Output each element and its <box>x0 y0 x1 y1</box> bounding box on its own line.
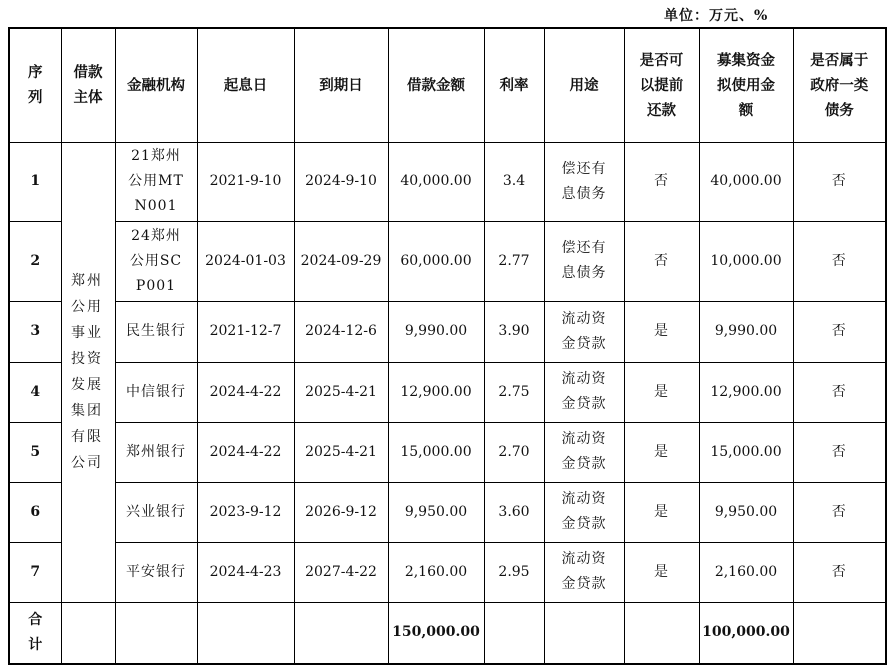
cell-purpose: 流动资金贷款 <box>544 362 624 422</box>
cell-government-debt: 否 <box>793 221 886 301</box>
total-empty-cell <box>624 602 699 664</box>
cell-raised-use: 9,990.00 <box>699 301 793 362</box>
cell-end-date: 2024-9-10 <box>294 142 388 221</box>
cell-seq: 5 <box>9 422 61 482</box>
cell-rate: 2.77 <box>484 221 544 301</box>
cell-rate: 2.75 <box>484 362 544 422</box>
cell-purpose: 流动资金贷款 <box>544 542 624 602</box>
cell-seq: 4 <box>9 362 61 422</box>
table-row <box>9 422 886 482</box>
col-prepay: 是否可以提前还款 <box>624 28 699 142</box>
cell-purpose: 偿还有息债务 <box>544 142 624 221</box>
total-row <box>9 602 886 664</box>
col-purpose: 用途 <box>544 28 624 142</box>
cell-institution: 平安银行 <box>115 542 197 602</box>
cell-purpose: 流动资金贷款 <box>544 422 624 482</box>
total-raised-use: 100,000.00 <box>699 602 793 664</box>
cell-institution: 兴业银行 <box>115 482 197 542</box>
cell-institution: 中信银行 <box>115 362 197 422</box>
cell-start-date: 2024-4-22 <box>197 422 294 482</box>
cell-seq: 2 <box>9 221 61 301</box>
cell-government-debt: 否 <box>793 482 886 542</box>
cell-prepay: 是 <box>624 301 699 362</box>
col-start-date: 起息日 <box>197 28 294 142</box>
table-row <box>9 482 886 542</box>
cell-institution: 郑州银行 <box>115 422 197 482</box>
cell-borrower: 郑州公用事业投资发展集团有限公司 <box>61 142 115 602</box>
cell-end-date: 2024-09-29 <box>294 221 388 301</box>
cell-prepay: 是 <box>624 482 699 542</box>
cell-start-date: 2021-12-7 <box>197 301 294 362</box>
table-row <box>9 301 886 362</box>
col-borrower: 借款主体 <box>61 28 115 142</box>
cell-purpose: 流动资金贷款 <box>544 482 624 542</box>
cell-rate: 2.70 <box>484 422 544 482</box>
cell-prepay: 否 <box>624 221 699 301</box>
table-row <box>9 542 886 602</box>
cell-government-debt: 否 <box>793 142 886 221</box>
col-seq: 序列 <box>9 28 61 142</box>
cell-amount: 15,000.00 <box>388 422 484 482</box>
header-row <box>9 28 886 142</box>
unit-label: 单位：万元、% <box>664 8 769 24</box>
cell-institution: 民生银行 <box>115 301 197 362</box>
cell-end-date: 2025-4-21 <box>294 362 388 422</box>
cell-amount: 12,900.00 <box>388 362 484 422</box>
cell-raised-use: 12,900.00 <box>699 362 793 422</box>
cell-seq: 7 <box>9 542 61 602</box>
cell-prepay: 是 <box>624 542 699 602</box>
cell-seq: 1 <box>9 142 61 221</box>
cell-government-debt: 否 <box>793 362 886 422</box>
cell-amount: 60,000.00 <box>388 221 484 301</box>
table-row <box>9 221 886 301</box>
total-empty-cell <box>793 602 886 664</box>
cell-amount: 2,160.00 <box>388 542 484 602</box>
table-row <box>9 362 886 422</box>
cell-rate: 3.90 <box>484 301 544 362</box>
cell-raised-use: 10,000.00 <box>699 221 793 301</box>
total-empty-cell <box>115 602 197 664</box>
total-empty-cell <box>294 602 388 664</box>
cell-end-date: 2027-4-22 <box>294 542 388 602</box>
total-empty-cell <box>197 602 294 664</box>
loan-table <box>8 27 887 665</box>
cell-rate: 2.95 <box>484 542 544 602</box>
col-end-date: 到期日 <box>294 28 388 142</box>
total-empty-cell <box>61 602 115 664</box>
cell-end-date: 2026-9-12 <box>294 482 388 542</box>
cell-purpose: 偿还有息债务 <box>544 221 624 301</box>
cell-amount: 9,990.00 <box>388 301 484 362</box>
cell-end-date: 2024-12-6 <box>294 301 388 362</box>
col-raised-use: 募集资金拟使用金额 <box>699 28 793 142</box>
total-empty-cell <box>484 602 544 664</box>
cell-raised-use: 9,950.00 <box>699 482 793 542</box>
cell-end-date: 2025-4-21 <box>294 422 388 482</box>
cell-seq: 6 <box>9 482 61 542</box>
col-rate: 利率 <box>484 28 544 142</box>
cell-prepay: 否 <box>624 142 699 221</box>
total-label: 合计 <box>9 602 61 664</box>
total-empty-cell <box>544 602 624 664</box>
cell-prepay: 是 <box>624 422 699 482</box>
col-institution: 金融机构 <box>115 28 197 142</box>
cell-institution: 21郑州公用MTN001 <box>115 142 197 221</box>
cell-raised-use: 2,160.00 <box>699 542 793 602</box>
cell-rate: 3.60 <box>484 482 544 542</box>
cell-rate: 3.4 <box>484 142 544 221</box>
cell-start-date: 2021-9-10 <box>197 142 294 221</box>
cell-start-date: 2024-4-22 <box>197 362 294 422</box>
cell-seq: 3 <box>9 301 61 362</box>
cell-start-date: 2024-01-03 <box>197 221 294 301</box>
cell-institution: 24郑州公用SCP001 <box>115 221 197 301</box>
cell-raised-use: 40,000.00 <box>699 142 793 221</box>
cell-government-debt: 否 <box>793 301 886 362</box>
col-amount: 借款金额 <box>388 28 484 142</box>
cell-government-debt: 否 <box>793 542 886 602</box>
table-row <box>9 142 886 221</box>
cell-purpose: 流动资金贷款 <box>544 301 624 362</box>
cell-amount: 9,950.00 <box>388 482 484 542</box>
cell-raised-use: 15,000.00 <box>699 422 793 482</box>
cell-government-debt: 否 <box>793 422 886 482</box>
cell-start-date: 2024-4-23 <box>197 542 294 602</box>
col-government-debt: 是否属于政府一类债务 <box>793 28 886 142</box>
total-amount: 150,000.00 <box>388 602 484 664</box>
cell-start-date: 2023-9-12 <box>197 482 294 542</box>
cell-amount: 40,000.00 <box>388 142 484 221</box>
cell-prepay: 是 <box>624 362 699 422</box>
